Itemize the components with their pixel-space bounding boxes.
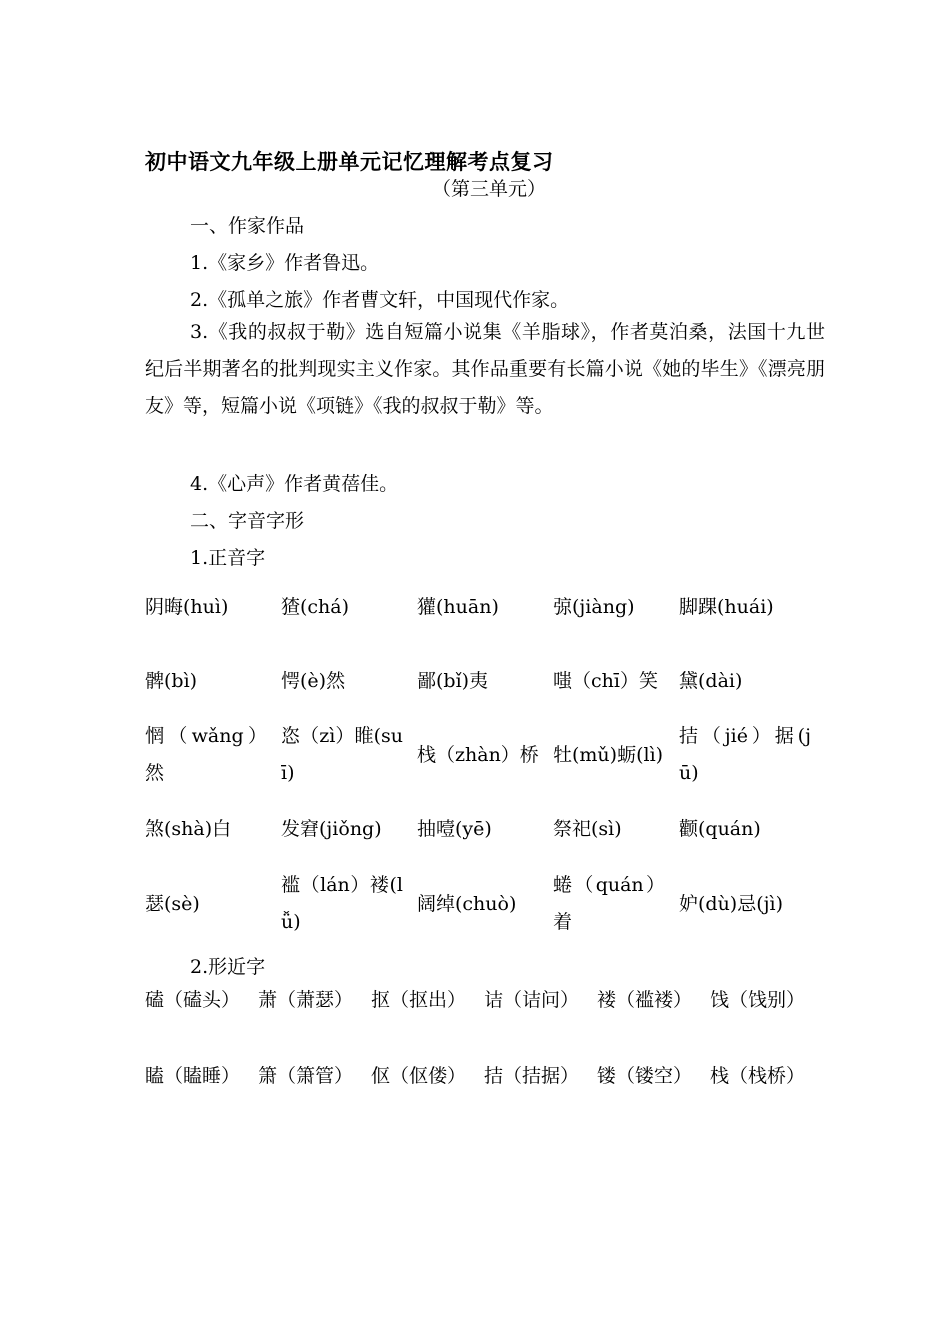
table-row — [145, 1058, 825, 1134]
pronunciation-cell: 弶(jiàng) — [553, 595, 635, 618]
pronunciation-cell: 猹(chá) — [281, 595, 350, 618]
similar-character-cell: 饯（饯别） — [710, 989, 806, 1011]
similar-character-cell: 镂（镂空） — [597, 1065, 693, 1087]
pronunciation-cell: 黛(dài) — [679, 669, 743, 692]
subsection-correct-pronunciation: 1.正音字 — [190, 547, 266, 569]
pronunciation-cell: 阔绰(chuò) — [417, 892, 517, 915]
section-heading-authors: 一、作家作品 — [190, 215, 305, 237]
similar-characters-table — [145, 982, 825, 1134]
pronunciation-cell: 恣（zì）睢(suī) — [281, 725, 403, 784]
table-row — [145, 570, 825, 644]
pronunciation-cell: 栈（zhàn）桥 — [417, 743, 539, 766]
pronunciation-cell: 煞(shà)白 — [145, 817, 232, 840]
pronunciation-cell: 阴晦(huì) — [145, 595, 229, 618]
pronunciation-cell: 愕(è)然 — [281, 669, 346, 692]
similar-character-cell: 伛（伛偻） — [371, 1065, 467, 1087]
table-row — [145, 792, 825, 866]
similar-character-cell: 磕（磕头） — [145, 989, 241, 1011]
pronunciation-cell: 祭祀(sì) — [553, 817, 622, 840]
pronunciation-cell: 瑟(sè) — [145, 892, 200, 915]
table-row — [145, 718, 825, 792]
pronunciation-cell: 脚踝(huái) — [679, 595, 774, 618]
similar-character-cell: 箫（箫管） — [258, 1065, 354, 1087]
pronunciation-cell: 抽噎(yē) — [417, 817, 492, 840]
similar-character-cell: 诘（诘问） — [484, 989, 580, 1011]
subsection-similar-characters: 2.形近字 — [190, 956, 266, 978]
table-row — [145, 982, 825, 1058]
author-item-4: 4.《心声》作者黄蓓佳。 — [190, 473, 399, 495]
pronunciation-cell: 鄙(bǐ)夷 — [417, 669, 489, 692]
author-item-3: 3.《我的叔叔于勒》选自短篇小说集《羊脂球》，作者莫泊桑，法国十九世纪后半期著名的批判现实主义作家。其作品重要有长篇小说《她的毕生》《漂亮朋友》等，短篇小说《项链》《我的叔叔于勒》等。 — [145, 321, 825, 417]
table-row — [145, 866, 825, 942]
pronunciation-cell: 獾(huān) — [417, 595, 499, 618]
pronunciation-cell: 发窘(jiǒng) — [281, 817, 382, 840]
pronunciation-cell: 牡(mǔ)蛎(lì) — [553, 743, 664, 766]
document-title: 初中语文九年级上册单元记忆理解考点复习 — [145, 150, 554, 174]
similar-character-cell: 抠（抠出） — [371, 989, 467, 1011]
document-subtitle: （第三单元） — [432, 178, 547, 200]
pronunciation-cell: 嗤（chī）笑 — [553, 669, 658, 692]
author-item-2: 2.《孤单之旅》作者曹文轩，中国现代作家。 — [190, 289, 570, 311]
table-row — [145, 644, 825, 718]
similar-character-cell: 萧（萧瑟） — [258, 989, 354, 1011]
pronunciation-cell: 颧(quán) — [679, 817, 761, 840]
pronunciation-table — [145, 570, 825, 942]
pronunciation-cell: 惘（wǎng）然 — [145, 725, 267, 784]
pronunciation-cell: 拮（jié）据(jū) — [679, 725, 811, 784]
author-item-1: 1.《家乡》作者鲁迅。 — [190, 252, 380, 274]
pronunciation-cell: 褴（lán）褛(lǚ) — [281, 874, 403, 933]
pronunciation-cell: 蜷（quán）着 — [553, 874, 665, 933]
similar-character-cell: 褛（褴褛） — [597, 989, 693, 1011]
section-heading-pronunciation: 二、字音字形 — [190, 510, 305, 532]
similar-character-cell: 栈（栈桥） — [710, 1065, 806, 1087]
similar-character-cell: 拮（拮据） — [484, 1065, 580, 1087]
pronunciation-cell: 髀(bì) — [145, 669, 198, 692]
similar-character-cell: 瞌（瞌睡） — [145, 1065, 241, 1087]
pronunciation-cell: 妒(dù)忌(jì) — [679, 892, 784, 915]
